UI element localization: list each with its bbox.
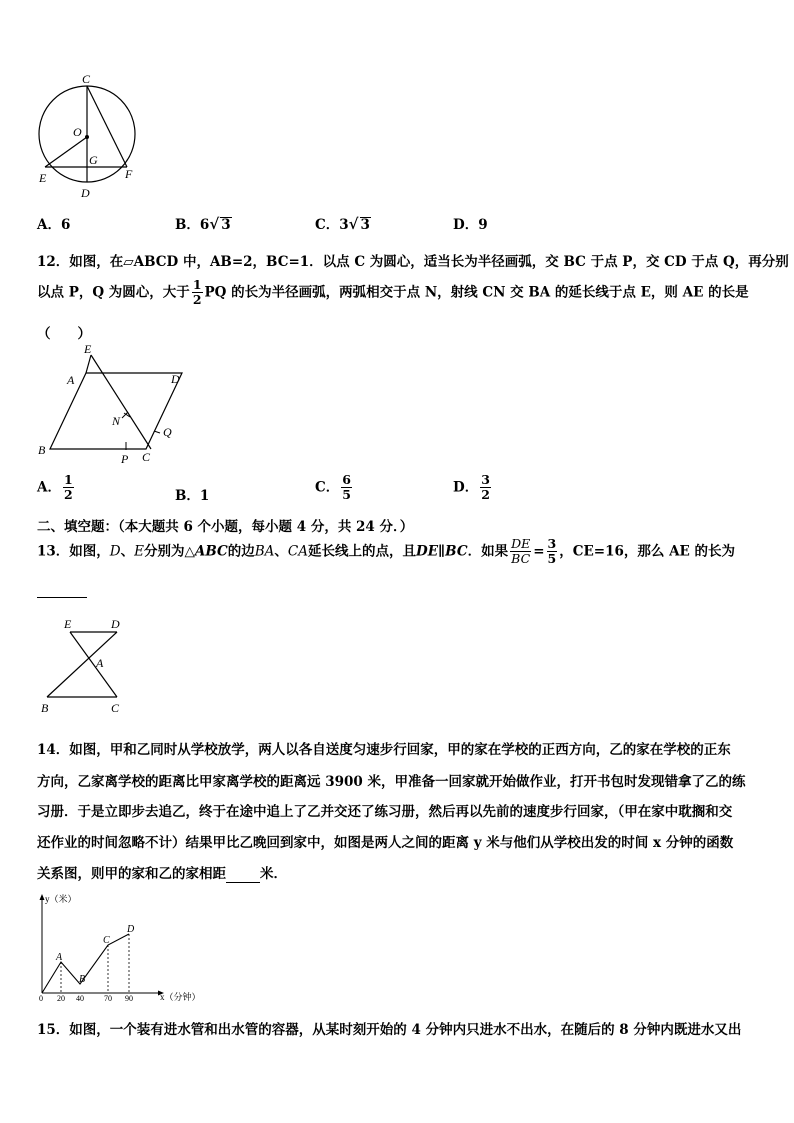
tick-0: 0 (39, 994, 43, 1003)
label-A: A (96, 656, 104, 670)
point-label-C: C (103, 935, 110, 946)
point-label-A: A (56, 952, 63, 963)
label-D: D (171, 372, 180, 386)
q12-option-b: B．1 (175, 488, 210, 504)
q11-option-c: C．3√ 3 (315, 215, 370, 233)
q12-line2: 以点 P，Q 为圆心，大于 $\frac{1}{2}$ PQ 的长为半径画弧，两弧相交于点 N，射线 CN 交 BA 的延长线于点 E，则 AE 的长是 (37, 277, 749, 308)
point-O (85, 135, 89, 139)
q13-triangle-figure (35, 615, 135, 720)
segment-OE (45, 137, 87, 167)
q12-paren: （ ） (37, 326, 91, 342)
q12-option-d: D． $\frac{3}{2}$ (453, 472, 490, 503)
point-label-D: D (127, 924, 135, 935)
extension-AE (86, 355, 91, 373)
point-label-B: B (79, 974, 86, 985)
tick-90: 90 (125, 994, 133, 1003)
label-A: A (67, 373, 75, 387)
q12-option-c: C． $\frac{6}{5}$ (315, 472, 351, 503)
q14-line5: 关系图，则甲的家和乙的家相距 米． (37, 866, 287, 882)
label-G: G (89, 153, 98, 167)
segment-EC (70, 632, 117, 697)
q12-parallelogram-figure (30, 343, 200, 468)
q11-option-a: A．6 (37, 217, 71, 233)
label-C: C (142, 450, 151, 464)
q13-text: 13．如图，D、E分别为△ABC的边BA、CA延长线上的点，且DE∥BC．如果 $\frac{DE}{BC}$ = $\frac{3}{5}$ ，CE=16，那么 AE 的长为 (37, 536, 736, 567)
distance-line (42, 934, 129, 993)
q12-fraction: $\frac{1}{2}$ (192, 277, 202, 308)
label-P: P (121, 452, 129, 466)
label-C: C (111, 701, 120, 715)
segment-DB (47, 632, 117, 697)
label-N: N (112, 414, 121, 428)
q11-circle-figure (30, 70, 150, 205)
tick-70: 70 (104, 994, 112, 1003)
y-axis-arrow (40, 894, 45, 900)
q14-line2: 方向，乙家离学校的距离比甲家离学校的距离远 3900 米，甲准备一回家就开始做作业，打开书包时发现错拿了乙的练 (37, 774, 746, 790)
ray-EC (91, 355, 151, 449)
tick-20: 20 (57, 994, 65, 1003)
tick-40: 40 (76, 994, 84, 1003)
label-B: B (38, 443, 46, 457)
y-axis-label: y（米） (45, 894, 77, 904)
label-E: E (84, 343, 92, 356)
q15-line1: 15．如图，一个装有进水管和出水管的容器，从某时刻开始的 4 分钟内只进水不出水，在随后的 8 分钟内既进水又出 (37, 1022, 742, 1038)
label-Q: Q (163, 425, 172, 439)
q11-option-b: B．6√ 3 (175, 215, 231, 233)
label-D: D (111, 617, 120, 631)
q14-line4: 还作业的时间忽略不计）结果甲比乙晚回到家中，如图是两人之间的距离 y 米与他们从学校出发的时间 x 分钟的函数 (37, 835, 734, 851)
label-C: C (82, 72, 91, 86)
arc-Q (154, 431, 160, 433)
label-B: B (41, 701, 49, 715)
q12-option-a: A． $\frac{1}{2}$ (37, 472, 73, 503)
q14-answer-blank[interactable] (226, 866, 260, 883)
label-E: E (64, 617, 72, 631)
q14-line1: 14．如图，甲和乙同时从学校放学，两人以各自送度匀速步行回家，甲的家在学校的正西方向，乙的家在学校的正东 (37, 742, 731, 758)
x-axis-label: x（分钟） (160, 992, 201, 1002)
label-O: O (73, 125, 82, 139)
q11-option-d: D．9 (453, 217, 488, 233)
q14-line3: 习册．于是立即步去追乙，终于在途中追上了乙并交还了练习册，然后再以先前的速度步行回家，（甲在家中耽搁和交 (37, 804, 733, 820)
label-E: E (39, 171, 47, 185)
q12-line1: 12．如图，在▱ABCD 中，AB=2，BC=1．以点 C 为圆心，适当长为半径画弧，交 BC 于点 P，交 CD 于点 Q，再分别 (37, 254, 789, 270)
section-2-heading: 二、填空题：（本大题共 6 个小题，每小题 4 分，共 24 分．） (37, 519, 414, 535)
label-F: F (125, 167, 133, 181)
q14-distance-graph (30, 890, 210, 1005)
label-D: D (81, 186, 90, 200)
q13-answer-blank[interactable] (37, 585, 87, 598)
